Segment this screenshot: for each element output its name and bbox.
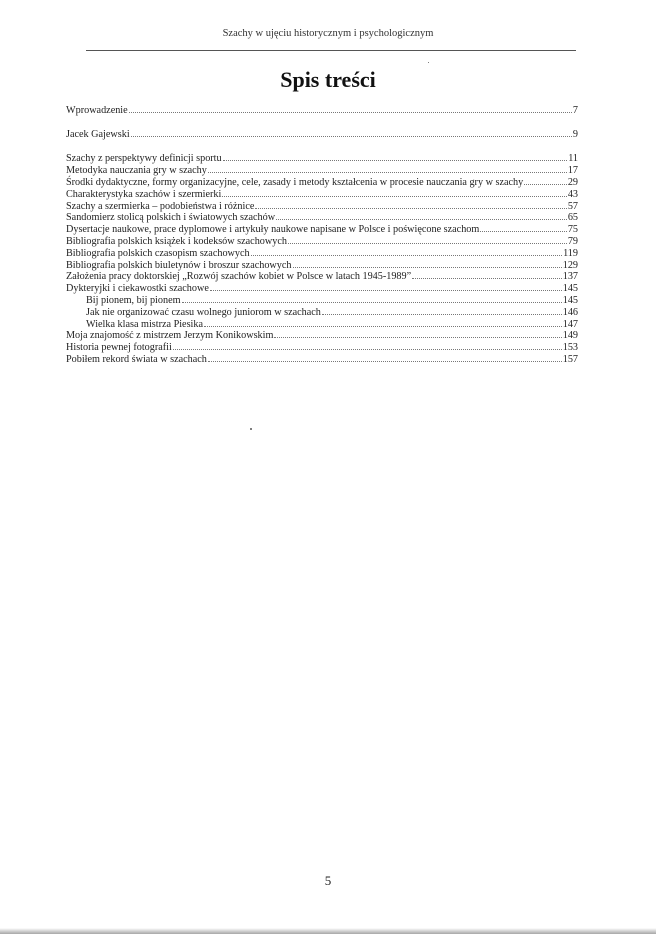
- toc-entry-label: Bij pionem, bij pionem: [86, 294, 181, 306]
- toc-leader-dots: [322, 306, 562, 315]
- toc-entry-label: Historia pewnej fotografii: [66, 342, 172, 354]
- toc-entry-page: 149: [562, 330, 578, 342]
- toc-leader-dots: [210, 282, 562, 291]
- toc-entry-label: Jacek Gajewski: [66, 129, 130, 141]
- toc-entry: [66, 247, 578, 259]
- toc-subentry: [66, 306, 578, 318]
- toc-leader-dots: [129, 104, 572, 113]
- toc-subentry: [66, 294, 578, 306]
- toc-entry: [66, 282, 578, 294]
- table-of-contents: [66, 104, 578, 365]
- scan-speck: [250, 428, 252, 430]
- toc-entry-label: Charakterystyka szachów i szermierki: [66, 188, 222, 200]
- toc-entry-page: 75: [567, 224, 578, 236]
- toc-entry-label: Pobiłem rekord świata w szachach: [66, 353, 207, 365]
- toc-entry-page: 137: [562, 271, 578, 283]
- toc-entry: [66, 270, 578, 282]
- toc-entry: [66, 200, 578, 212]
- toc-leader-dots: [524, 176, 567, 185]
- toc-leader-dots: [274, 329, 561, 338]
- toc-subentry: [66, 318, 578, 330]
- toc-entry-label: Bibliografia polskich biuletynów i broszur szachowych: [66, 259, 292, 271]
- toc-leader-dots: [222, 188, 567, 197]
- toc-leader-dots: [208, 164, 567, 173]
- toc-leader-dots: [173, 341, 562, 350]
- running-header: Szachy w ujęciu historycznym i psychologicznym: [222, 28, 434, 39]
- toc-entry-page: 29: [567, 176, 578, 188]
- toc-entry-page: 9: [572, 129, 578, 141]
- toc-leader-dots: [223, 152, 568, 161]
- toc-leader-dots: [412, 270, 562, 279]
- toc-leader-dots: [204, 318, 562, 327]
- toc-leader-dots: [276, 211, 567, 220]
- header-rule: [86, 50, 576, 51]
- toc-entry: [66, 353, 578, 365]
- toc-leader-dots: [131, 128, 572, 137]
- toc-entry-page: 146: [562, 306, 578, 318]
- toc-leader-dots: [182, 294, 562, 303]
- toc-entry-page: 65: [567, 212, 578, 224]
- toc-entry: [66, 211, 578, 223]
- toc-entry-page: 7: [572, 105, 578, 116]
- scan-speck: [428, 62, 429, 63]
- toc-entry: [66, 164, 578, 176]
- toc-entry: [66, 223, 578, 235]
- toc-entry: [66, 259, 578, 271]
- page-title: Spis treści: [280, 67, 376, 92]
- toc-entry-page: 145: [562, 294, 578, 306]
- toc-entry-page: 79: [567, 235, 578, 247]
- toc-leader-dots: [480, 223, 567, 232]
- toc-entry-page: 129: [562, 259, 578, 271]
- toc-entry-page: 153: [562, 342, 578, 354]
- toc-leader-dots: [293, 259, 562, 268]
- toc-entry-label: Szachy z perspektywy definicji sportu: [66, 153, 222, 165]
- toc-leader-dots: [288, 235, 567, 244]
- toc-entry-page: 11: [568, 153, 578, 165]
- toc-entry-label: Metodyka nauczania gry w szachy: [66, 165, 207, 177]
- toc-entry-label: Jak nie organizować czasu wolnego juniorom w szachach: [86, 306, 321, 318]
- toc-entry-page: 145: [562, 283, 578, 295]
- toc-entry-label: Bibliografia polskich czasopism szachowych: [66, 247, 250, 259]
- toc-entry-label: Szachy a szermierka – podobieństwa i różnice: [66, 200, 255, 212]
- toc-entry-label: Moja znajomość z mistrzem Jerzym Konikowskim: [66, 330, 274, 342]
- toc-entry: [66, 188, 578, 200]
- toc-entry: [66, 235, 578, 247]
- scan-edge-shadow: [0, 928, 656, 934]
- toc-leader-dots: [251, 247, 562, 256]
- toc-entry-page: 147: [562, 318, 578, 330]
- toc-leader-dots: [208, 353, 562, 362]
- toc-entry: [66, 152, 578, 164]
- toc-entry-label: Dysertacje naukowe, prace dyplomowe i artykuły naukowe napisane w Polsce i poświęcone szachom: [66, 224, 480, 236]
- toc-entry-page: 157: [562, 353, 578, 365]
- page-number: 5: [324, 873, 332, 888]
- toc-entry: [66, 176, 578, 188]
- toc-entry-page: 43: [567, 188, 578, 200]
- toc-entry-label: Dykteryjki i ciekawostki szachowe: [66, 283, 209, 295]
- toc-entry-label: Bibliografia polskich książek i kodeksów szachowych: [66, 235, 287, 247]
- toc-entry-label: Wprowadzenie: [66, 105, 128, 116]
- toc-entry: [66, 104, 578, 116]
- toc-entry: [66, 128, 578, 140]
- toc-entry-label: Wielka klasa mistrza Piesika: [86, 318, 203, 330]
- toc-entry-page: 57: [567, 200, 578, 212]
- toc-entry: [66, 329, 578, 341]
- toc-entry-page: 119: [563, 247, 578, 259]
- toc-entry-label: Sandomierz stolicą polskich i światowych szachów: [66, 212, 276, 224]
- toc-entry: [66, 341, 578, 353]
- toc-entry-label: Środki dydaktyczne, formy organizacyjne, cele, zasady i metody kształcenia w procesie nauczania gry w szachy: [66, 176, 524, 188]
- toc-entry-page: 17: [567, 165, 578, 177]
- toc-entry-label: Założenia pracy doktorskiej „Rozwój szachów kobiet w Polsce w latach 1945-1989”: [66, 271, 412, 283]
- toc-leader-dots: [255, 200, 566, 209]
